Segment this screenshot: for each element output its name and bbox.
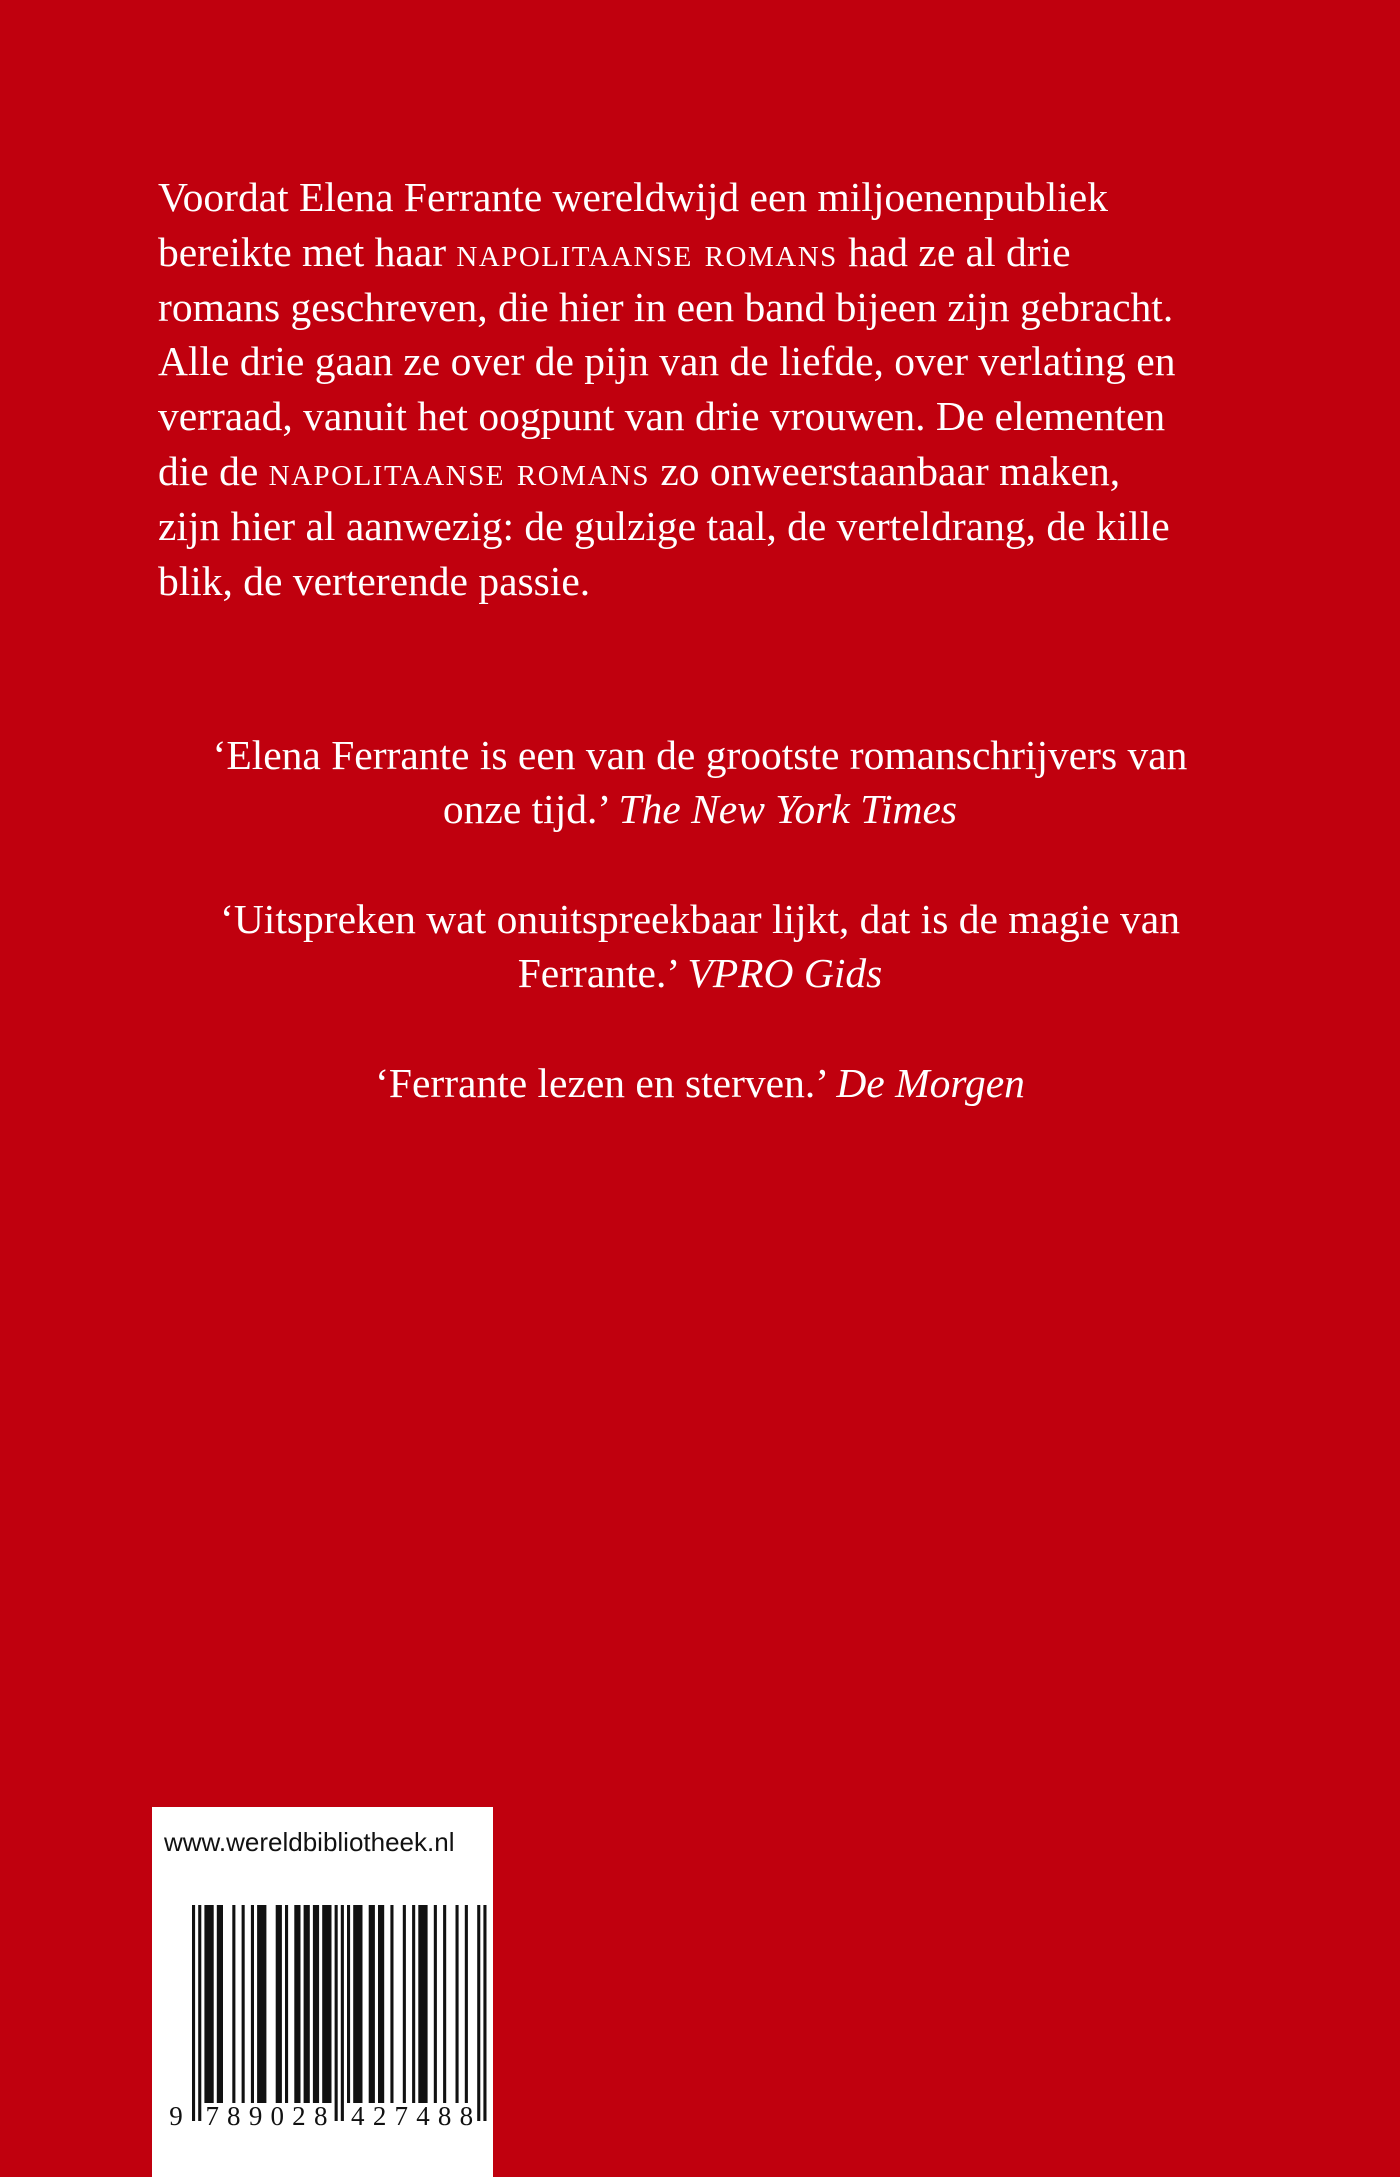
quote-line bbox=[150, 1056, 1250, 1110]
quote-line bbox=[150, 946, 1250, 1000]
blurb-line: verraad, vanuit het oogpunt van drie vrouwen. De elementen bbox=[158, 393, 1166, 440]
barcode-bar bbox=[483, 1905, 486, 2121]
publisher-website: www.wereldbibliotheek.nl bbox=[164, 1827, 455, 1857]
barcode-bar bbox=[251, 1905, 254, 2103]
barcode-bar bbox=[242, 1905, 245, 2103]
barcode-bar bbox=[304, 1905, 310, 2103]
blurb-line: romans geschreven, die hier in een band bijeen zijn gebracht. bbox=[158, 283, 1174, 330]
quote-line: ‘Uitspreken wat onuitspreekbaar lijkt, dat is de magie van bbox=[220, 896, 1180, 942]
barcode-bar bbox=[443, 1905, 446, 2103]
barcode-bar bbox=[456, 1905, 459, 2103]
barcode-bar bbox=[477, 1905, 480, 2121]
barcode-panel bbox=[152, 1807, 493, 2177]
barcode-bar bbox=[369, 1905, 375, 2103]
barcode-bar bbox=[276, 1905, 282, 2103]
isbn-digit: 0 bbox=[270, 2101, 285, 2131]
barcode-bar bbox=[390, 1905, 393, 2103]
barcode-bar bbox=[232, 1905, 235, 2103]
barcode-bar bbox=[403, 1905, 406, 2103]
barcode-bar bbox=[378, 1905, 384, 2103]
series-title-smallcaps: napolitaanse romans bbox=[456, 228, 838, 275]
barcode-bar bbox=[465, 1905, 468, 2103]
barcode-bar bbox=[198, 1905, 201, 2121]
isbn-digit: 8 bbox=[313, 2101, 328, 2131]
blurb-line: Alle drie gaan ze over de pijn van de liefde, over verlating en bbox=[158, 338, 1176, 385]
barcode-bar bbox=[285, 1905, 288, 2103]
quote-source: VPRO Gids bbox=[687, 950, 883, 996]
isbn-digit: 4 bbox=[351, 2101, 365, 2131]
quote-line bbox=[150, 782, 1250, 836]
barcode-bar bbox=[434, 1905, 437, 2103]
series-title-smallcaps: napolitaanse romans bbox=[268, 447, 650, 494]
barcode-bar bbox=[418, 1905, 427, 2103]
blurb-line: Voordat Elena Ferrante wereldwijd een miljoenenpubliek bbox=[158, 174, 1108, 220]
blurb-line: die de napolitaanse romans zo onweerstaanbaar maken, bbox=[158, 447, 1121, 494]
blurb-text bbox=[158, 170, 1248, 608]
isbn-barcode bbox=[152, 1807, 493, 2177]
quote-source: De Morgen bbox=[836, 1060, 1025, 1106]
barcode-bar bbox=[412, 1905, 415, 2103]
barcode-bar bbox=[192, 1905, 195, 2121]
blurb-line: bereikte met haar napolitaanse romans had ze al drie bbox=[158, 228, 1071, 275]
quote-line: ‘Elena Ferrante is een van de grootste romanschrijvers van bbox=[212, 732, 1188, 778]
barcode-bar bbox=[217, 1905, 223, 2103]
quote-text: Ferrante.’ bbox=[517, 950, 688, 996]
barcode-bar bbox=[257, 1905, 266, 2103]
quote-text: ‘Ferrante lezen en sterven.’ bbox=[375, 1060, 837, 1106]
isbn-digit: 2 bbox=[372, 2101, 387, 2131]
isbn-digit: 7 bbox=[205, 2101, 219, 2131]
isbn-digit: 8 bbox=[437, 2101, 452, 2131]
blurb-line: zijn hier al aanwezig: de gulzige taal, de verteldrang, de kille bbox=[158, 502, 1170, 549]
barcode-bar bbox=[347, 1905, 350, 2103]
barcode-bar bbox=[313, 1905, 319, 2103]
barcode-bar bbox=[353, 1905, 362, 2103]
isbn-digit: 7 bbox=[394, 2101, 409, 2131]
barcode-bar bbox=[341, 1905, 344, 2121]
review-quote-vpro bbox=[150, 892, 1250, 1000]
isbn-digit: 8 bbox=[227, 2101, 241, 2131]
isbn-digit: 2 bbox=[292, 2101, 306, 2131]
quote-text: onze tijd.’ bbox=[442, 786, 619, 832]
blurb-line: blik, de verterende passie. bbox=[158, 557, 591, 604]
review-quote-de-morgen bbox=[150, 1056, 1250, 1110]
isbn-digit: 9 bbox=[169, 2101, 183, 2131]
isbn-digit: 4 bbox=[416, 2101, 430, 2131]
quote-source: The New York Times bbox=[618, 786, 958, 832]
review-quote-nyt bbox=[150, 728, 1250, 836]
barcode-bar bbox=[294, 1905, 300, 2103]
review-quotes bbox=[150, 728, 1250, 1166]
isbn-digit: 8 bbox=[459, 2101, 474, 2131]
barcode-bar bbox=[322, 1905, 331, 2103]
barcode-bar bbox=[204, 1905, 213, 2103]
barcode-bar bbox=[335, 1905, 338, 2121]
isbn-digit: 9 bbox=[248, 2101, 263, 2131]
